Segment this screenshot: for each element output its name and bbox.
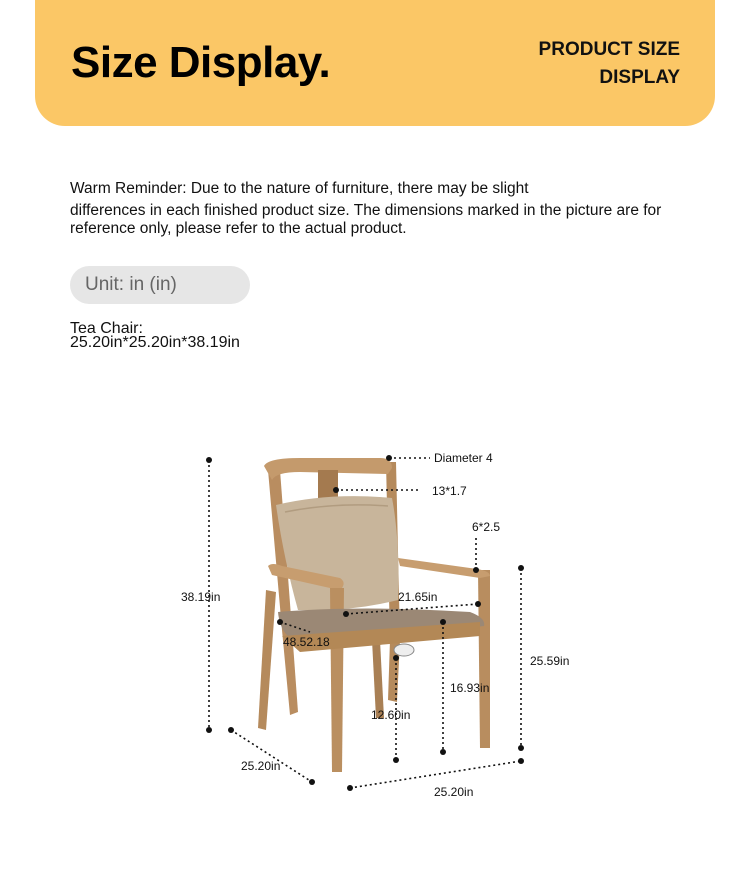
width-line <box>350 761 521 788</box>
subtitle-line-2: DISPLAY <box>599 67 680 88</box>
front-left-leg <box>258 590 276 730</box>
dim-point <box>333 487 339 493</box>
rear-leg-inner <box>372 640 384 718</box>
page-title: Size Display. <box>71 38 331 87</box>
dim-point <box>440 749 446 755</box>
label-seat-height: 16.93in <box>450 681 490 695</box>
dim-point <box>309 779 315 785</box>
label-total-height: 38.19in <box>181 590 221 604</box>
dim-point <box>228 727 234 733</box>
dim-point <box>347 785 353 791</box>
label-armrest: 6*2.5 <box>472 520 501 534</box>
chair-illustration <box>258 458 490 772</box>
dim-point <box>518 565 524 571</box>
depth-line <box>231 730 312 782</box>
label-depth: 25.20in <box>241 759 281 773</box>
dim-point <box>518 745 524 751</box>
dim-point <box>393 757 399 763</box>
dim-point <box>386 455 392 461</box>
dim-point <box>343 611 349 617</box>
front-right-leg <box>478 570 490 748</box>
product-name: Tea Chair: <box>70 320 143 337</box>
dim-point <box>277 619 283 625</box>
dim-point <box>206 727 212 733</box>
dim-point <box>206 457 212 463</box>
seat-tag <box>394 644 414 656</box>
label-top-rail: Diameter 4 <box>434 451 493 465</box>
reminder-line-1: Warm Reminder: Due to the nature of furniture, there may be slight <box>70 180 529 197</box>
subtitle-line-1: PRODUCT SIZE <box>538 39 680 60</box>
label-width: 25.20in <box>434 785 474 799</box>
dim-point <box>473 567 479 573</box>
reminder-line-2: differences in each finished product size. The dimensions marked in the picture are for reference only, please refer to the actual product. <box>70 202 662 237</box>
label-seat-width: 21.65in <box>398 590 438 604</box>
dim-point <box>393 655 399 661</box>
dim-point <box>518 758 524 764</box>
dim-point <box>440 619 446 625</box>
dim-point <box>475 601 481 607</box>
unit-label: Unit: in (in) <box>85 274 177 295</box>
product-dimensions: 25.20in*25.20in*38.19in <box>70 334 240 351</box>
label-seat-frame: 48.52.18 <box>283 635 330 649</box>
label-stretcher-height: 12.60in <box>371 708 411 722</box>
label-back-slat: 13*1.7 <box>432 484 467 498</box>
label-arm-height: 25.59in <box>530 654 570 668</box>
